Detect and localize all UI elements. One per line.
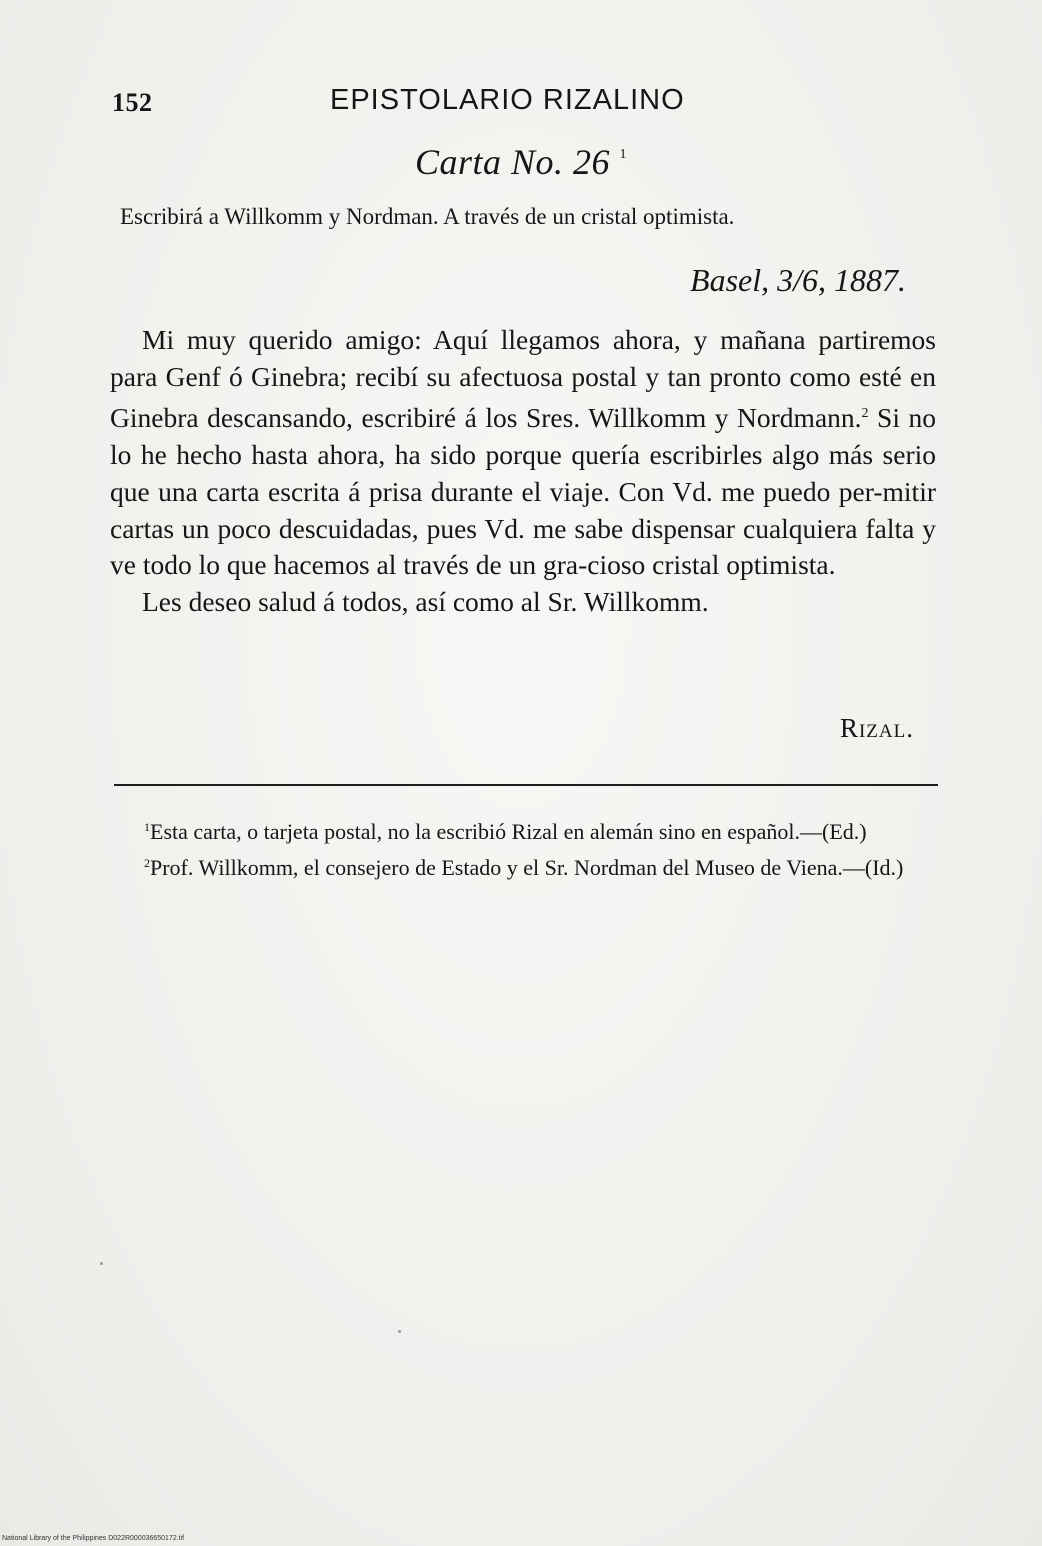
footnote-marker-1: 1 <box>144 820 150 834</box>
footnote-marker-2: 2 <box>144 855 150 870</box>
signature: Rizal. <box>839 713 914 743</box>
letter-summary: Escribirá a Willkomm y Nordman. A través de un cristal optimista. <box>120 204 735 229</box>
scan-imprint: National Library of the Philippines D022R000036650172.tif <box>2 1535 185 1542</box>
letter-title-text: Carta No. 26 <box>414 142 611 182</box>
paragraph-2: Les deseo salud á todos, así como al Sr. Willkomm. <box>142 586 709 618</box>
footnotes <box>114 812 938 883</box>
paper-speck <box>398 1330 401 1333</box>
place-date: Basel, 3/6, 1887. <box>690 262 906 298</box>
footnote-ref-2: 2 <box>861 405 869 421</box>
paragraph-1 <box>110 322 936 584</box>
footnote-ref-1: 1 <box>619 147 628 162</box>
letter-title <box>0 141 1042 183</box>
page-header <box>112 84 932 124</box>
paper-speck <box>100 1262 103 1265</box>
footnote-divider <box>114 784 938 786</box>
paragraph-1-end: Si no lo he hecho hasta ahora, ha sido porque quería escribirles algo más serio que una carta escrita á prisa durante el viaje. Con Vd. me puedo per-mitir cartas un poco descuidadas, pues Vd. me sabe dispensar cualquiera falta y ve todo lo que hacemos al través de un gra-cioso cristal optimista. <box>110 401 936 581</box>
running-title: EPISTOLARIO RIZALINO <box>330 84 685 116</box>
footnote-2-text: Prof. Willkomm, el consejero de Estado y el Sr. Nordman del Museo de Viena.—(Id.) <box>150 854 904 880</box>
letter-body <box>110 322 936 621</box>
page-number: 152 <box>112 88 153 117</box>
footnote-1-text: Esta carta, o tarjeta postal, no la escribió Rizal en alemán sino en español.—(Ed.) <box>150 819 867 844</box>
paragraph-1-start: Mi muy querido amigo: Aquí llegamos ahora, y mañana partiremos para Genf ó Ginebra; recibí su afectuosa postal y tan pronto como esté en Ginebra descansando, escribiré á los Sres. Willkomm y Nordmann. <box>110 324 936 433</box>
footnote-2 <box>114 848 938 884</box>
footnote-1 <box>114 812 938 848</box>
